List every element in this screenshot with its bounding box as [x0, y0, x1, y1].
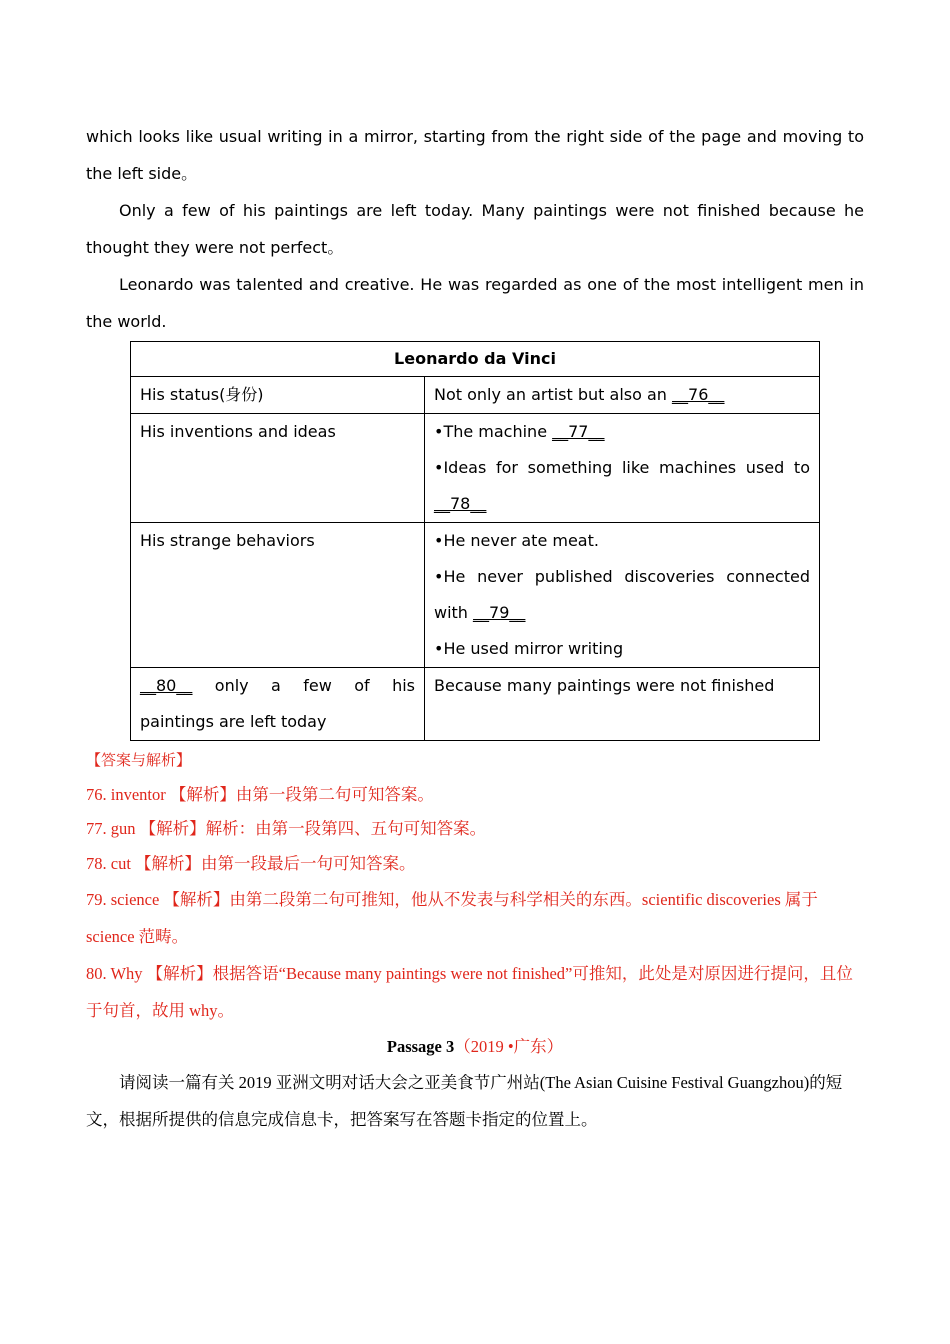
behavior-line-2: •He never published discoveries connected: [434, 567, 810, 586]
paintings-line-1-text: only a few of his: [214, 676, 415, 695]
status-text: Not only an artist but also an: [434, 385, 673, 404]
blank-78: __78__: [434, 494, 487, 513]
paintings-line-2: paintings are left today: [140, 712, 327, 731]
row-label-status: His status(身份): [131, 377, 425, 414]
answer-item-79: 79. science 【解析】由第二段第二句可推知，他从不发表与科学相关的东西。scientific discoveries 属于 science 范畴。: [86, 890, 818, 946]
document-page: [86, 118, 864, 1138]
passage-3-label: Passage 3: [386, 1037, 455, 1056]
table-row: [131, 377, 820, 414]
invention-line-2: •Ideas for something like machines used to: [434, 458, 810, 477]
table-row: [131, 523, 820, 668]
invention-line-1-text: •The machine: [434, 422, 553, 441]
row-label-paintings: [131, 668, 425, 741]
passage-paragraph-1: which looks like usual writing in a mirror, starting from the right side of the page and moving to the left side。: [86, 127, 864, 183]
row-label-behaviors: His strange behaviors: [131, 523, 425, 668]
row-value-inventions: [425, 414, 820, 523]
blank-80: __80__: [140, 676, 193, 695]
answer-item-77: 77. gun 【解析】解析：由第一段第四、五句可知答案。: [86, 819, 487, 838]
invention-line-1: [434, 414, 810, 450]
behavior-line-3: [434, 595, 810, 631]
paintings-line-1: [140, 668, 415, 704]
invention-line-3: [434, 486, 810, 522]
blank-79: __79__: [473, 603, 526, 622]
behavior-line-3-text: with: [434, 603, 474, 622]
blank-76: __76__: [672, 385, 725, 404]
row-value-behaviors: [425, 523, 820, 668]
table-row: [131, 414, 820, 523]
answer-item-76: 76. inventor 【解析】由第一段第二句可知答案。: [86, 784, 434, 804]
answer-heading: 【答案与解析】: [86, 751, 192, 769]
info-table: [130, 341, 820, 741]
table-row: [131, 668, 820, 741]
row-value-status: [425, 377, 820, 414]
answer-item-78: 78. cut 【解析】由第一段最后一句可知答案。: [86, 853, 416, 873]
passage-paragraph-2: Only a few of his paintings are left today. Many paintings were not finished because he thought they were not perfect。: [86, 201, 864, 257]
passage-3-title: [86, 1030, 864, 1064]
passage-3-intro: 请阅读一篇有关 2019 亚洲文明对话大会之亚美食节广州站(The Asian Cuisine Festival Guangzhou)的短文，根据所提供的信息完成信息卡，把答案写在答题卡指定的位置上。: [86, 1073, 843, 1129]
row-value-paintings: Because many paintings were not finished: [425, 668, 820, 741]
passage-3-source: （2019 •广东）: [454, 1037, 564, 1056]
answer-item-80: 80. Why 【解析】根据答语“Because many paintings were not finished”可推知，此处是对原因进行提问，且位于句首，故用 why。: [86, 964, 853, 1020]
table-title: Leonardo da Vinci: [131, 342, 820, 377]
row-label-inventions: His inventions and ideas: [131, 414, 425, 523]
blank-77: __77__: [552, 422, 605, 441]
behavior-line-4: •He used mirror writing: [434, 639, 624, 658]
passage-paragraph-3: Leonardo was talented and creative. He was regarded as one of the most intelligent men in the world.: [86, 275, 864, 331]
answer-section: [86, 743, 864, 1029]
behavior-line-1: •He never ate meat.: [434, 531, 599, 550]
